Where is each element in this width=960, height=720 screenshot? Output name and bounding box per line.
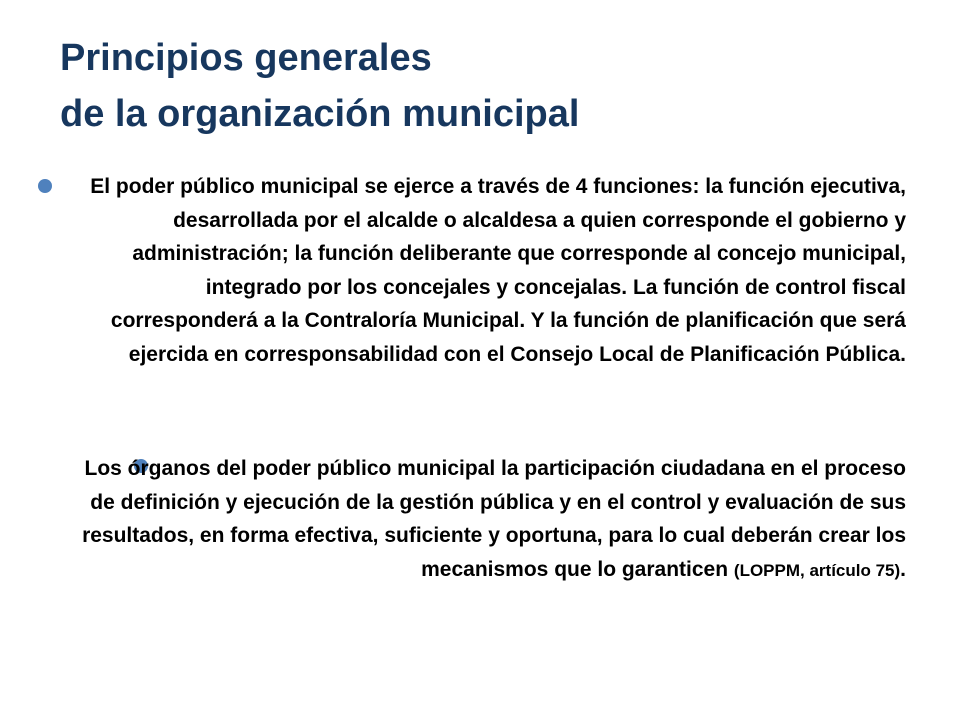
bullet-dot-icon [38,179,52,193]
bullet-2-main-text: Los órganos del poder público municipal la participación ciudadana en el proceso de definición y ejecución de la gestión pública y en el control y evaluación de sus resultados, en forma efectiva, suficiente y oportuna, para lo cual deberán crear los mecanismos que lo garanticen [82,457,906,581]
title-line-2: de la organización municipal [60,93,580,135]
bullet-text-1: El poder público municipal se ejerce a través de 4 funciones: la función ejecutiva, desarrollada por el alcalde o alcaldesa a quien corresponde el gobierno y administración; la función deliberante que corresponde al concejo municipal, integrado por los concejales y concejalas. La función de control fiscal corresponderá a la Contraloría Municipal. Y la función de planificación que será ejercida en corresponsabilidad con el Consejo Local de Planificación Pública. [90,175,906,366]
bullet-text-2 [60,452,906,587]
slide-title [60,30,920,142]
title-line-1: Principios generales [60,37,432,79]
bullet-2-end: . [900,557,906,581]
citation: (LOPPM, artículo 75) [733,560,901,580]
